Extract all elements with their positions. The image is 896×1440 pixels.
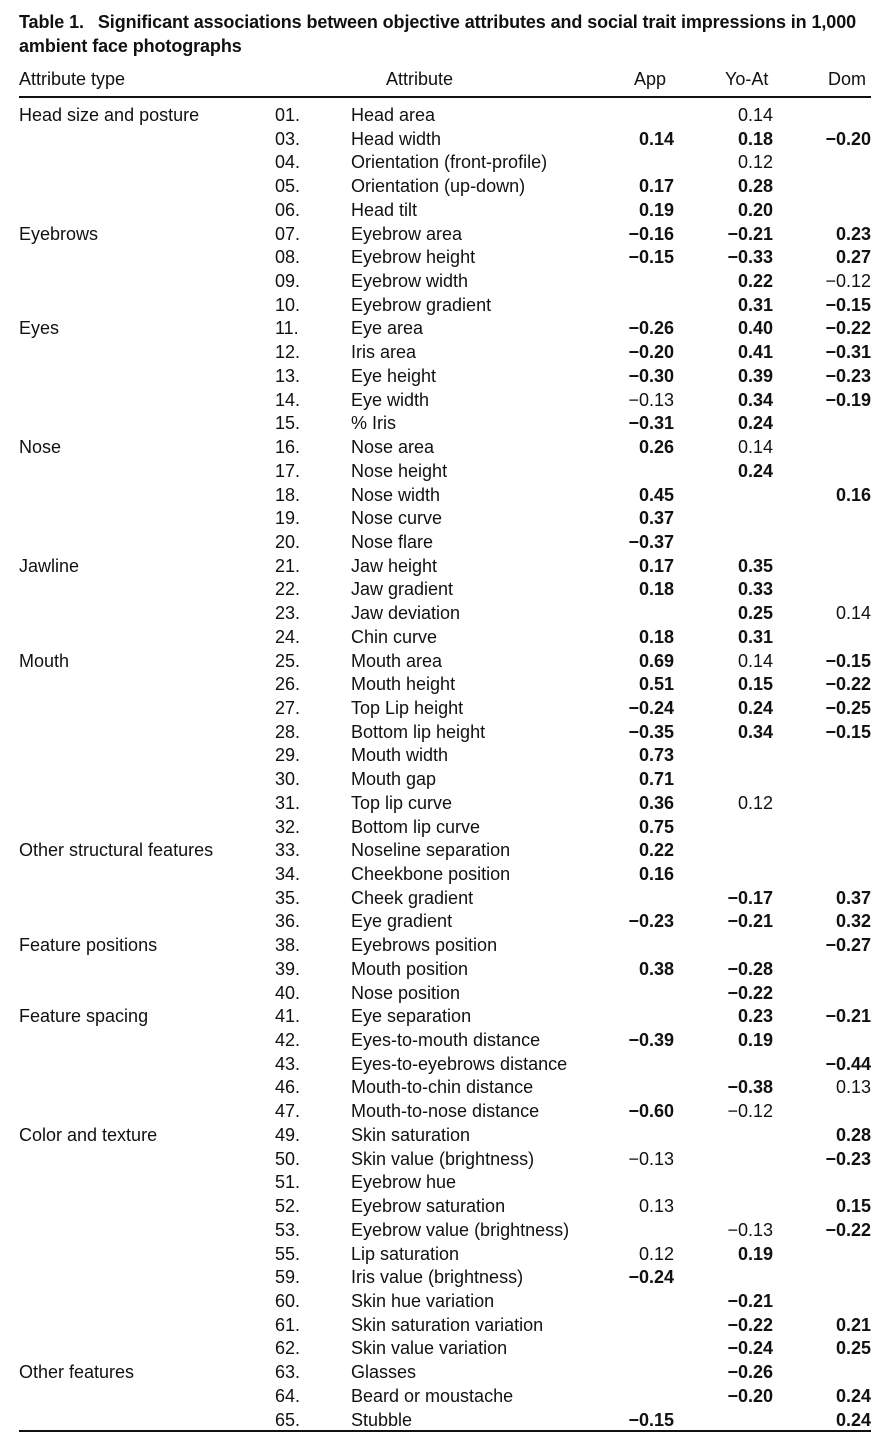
- attribute-type-cell: Mouth: [19, 650, 70, 671]
- attribute-name-cell: Cheekbone position: [351, 864, 511, 884]
- yo-at-value-cell: 0.28: [737, 176, 773, 197]
- attribute-name-cell: Nose flare: [351, 531, 434, 552]
- table-row: [19, 246, 871, 270]
- app-value-cell: 0.18: [638, 579, 674, 600]
- app-value-cell: 0.19: [638, 199, 674, 220]
- yo-at-value-cell: −0.38: [727, 1077, 773, 1098]
- attribute-name-cell: Skin hue variation: [351, 1290, 495, 1311]
- attribute-name-cell: Eyebrow saturation: [351, 1196, 506, 1217]
- app-value-cell: 0.38: [638, 958, 674, 979]
- attribute-name-cell: Lip saturation: [351, 1243, 460, 1264]
- attribute-name-cell: Nose curve: [351, 508, 443, 529]
- table-row: [19, 436, 871, 460]
- table-row: [19, 460, 871, 484]
- app-value-cell: 0.17: [638, 176, 674, 197]
- attribute-number-cell: 12.: [275, 342, 301, 363]
- attribute-name-cell: Beard or moustache: [351, 1385, 514, 1406]
- app-value-cell: 0.51: [638, 674, 674, 695]
- yo-at-value-cell: 0.12: [737, 152, 773, 173]
- table-row: [19, 602, 871, 626]
- app-value-cell: 0.16: [638, 864, 674, 884]
- app-value-cell: −0.37: [628, 531, 674, 552]
- attribute-name-cell: Stubble: [351, 1409, 413, 1430]
- attribute-name-cell: Top lip curve: [351, 792, 453, 813]
- table-row: [19, 1219, 871, 1243]
- dom-value-cell: 0.37: [835, 887, 871, 908]
- dom-value-cell: −0.44: [825, 1053, 871, 1074]
- attribute-name-cell: Eyebrow area: [351, 223, 463, 244]
- dom-value-cell: −0.27: [825, 935, 871, 956]
- app-value-cell: 0.26: [638, 437, 674, 458]
- table-row: [19, 1314, 871, 1338]
- table-row: [19, 816, 871, 840]
- yo-at-value-cell: −0.20: [727, 1385, 773, 1406]
- table-row: [19, 982, 871, 1006]
- attribute-number-cell: 26.: [275, 674, 301, 695]
- dom-value-cell: −0.21: [825, 1006, 871, 1027]
- attribute-number-cell: 05.: [275, 176, 301, 197]
- attribute-name-cell: Mouth area: [351, 650, 443, 671]
- attribute-number-cell: 34.: [275, 864, 301, 884]
- table-row: [19, 863, 871, 887]
- table-row: [19, 199, 871, 223]
- attribute-name-cell: Iris area: [351, 342, 417, 363]
- attribute-number-cell: 40.: [275, 982, 301, 1003]
- app-value-cell: 0.14: [638, 128, 674, 149]
- attribute-name-cell: Nose width: [351, 484, 441, 505]
- app-value-cell: 0.37: [638, 508, 674, 529]
- attribute-number-cell: 03.: [275, 128, 301, 149]
- table-row: [19, 555, 871, 579]
- dom-value-cell: −0.25: [825, 697, 871, 718]
- yo-at-value-cell: 0.18: [737, 128, 773, 149]
- attribute-name-cell: Skin value (brightness): [351, 1148, 535, 1169]
- attribute-name-cell: Eyebrow value (brightness): [351, 1219, 570, 1240]
- attribute-name-cell: Eyebrow gradient: [351, 294, 492, 315]
- table-row: [19, 768, 871, 792]
- attribute-number-cell: 53.: [275, 1219, 301, 1240]
- bottom-rule: [19, 1430, 871, 1432]
- dom-value-cell: −0.23: [825, 365, 871, 386]
- app-value-cell: −0.15: [628, 1409, 674, 1430]
- attribute-number-cell: 31.: [275, 792, 301, 813]
- attribute-name-cell: Chin curve: [351, 626, 438, 647]
- table-row: [19, 1100, 871, 1124]
- table-row: [19, 626, 871, 650]
- attribute-name-cell: Glasses: [351, 1362, 417, 1383]
- yo-at-value-cell: 0.22: [737, 271, 773, 292]
- attribute-number-cell: 65.: [275, 1409, 301, 1430]
- table-row: [19, 887, 871, 911]
- attribute-number-cell: 19.: [275, 508, 301, 529]
- table-row: [19, 1337, 871, 1361]
- app-value-cell: 0.22: [638, 840, 674, 861]
- attribute-type-cell: Eyebrows: [19, 223, 99, 244]
- yo-at-value-cell: 0.24: [737, 413, 773, 434]
- table-row: [19, 1029, 871, 1053]
- attribute-name-cell: Mouth width: [351, 745, 449, 766]
- dom-value-cell: 0.13: [835, 1077, 871, 1098]
- table-row: [19, 531, 871, 555]
- dom-value-cell: 0.27: [835, 247, 871, 268]
- attribute-number-cell: 49.: [275, 1124, 301, 1145]
- app-value-cell: 0.18: [638, 626, 674, 647]
- app-value-cell: −0.24: [628, 1267, 674, 1288]
- attribute-name-cell: Bottom lip height: [351, 721, 486, 742]
- attribute-name-cell: Eyes-to-mouth distance: [351, 1030, 541, 1051]
- attribute-number-cell: 47.: [275, 1101, 301, 1122]
- table-row: [19, 1148, 871, 1172]
- attribute-number-cell: 29.: [275, 745, 301, 766]
- attribute-number-cell: 01.: [275, 105, 301, 125]
- attribute-number-cell: 13.: [275, 365, 301, 386]
- attribute-type-cell: Other structural features: [19, 840, 214, 861]
- dom-value-cell: −0.22: [825, 674, 871, 695]
- attribute-number-cell: 38.: [275, 935, 301, 956]
- app-value-cell: 0.36: [638, 792, 674, 813]
- dom-value-cell: 0.16: [835, 484, 871, 505]
- attribute-number-cell: 10.: [275, 294, 301, 315]
- app-value-cell: −0.60: [628, 1101, 674, 1122]
- attribute-number-cell: 16.: [275, 437, 301, 458]
- attribute-number-cell: 18.: [275, 484, 301, 505]
- table-row: [19, 484, 871, 508]
- table-row: [19, 412, 871, 436]
- attribute-number-cell: 23.: [275, 603, 301, 624]
- attribute-name-cell: Mouth-to-nose distance: [351, 1101, 540, 1122]
- attribute-number-cell: 24.: [275, 626, 301, 647]
- table-row: [19, 128, 871, 152]
- table-row: [19, 578, 871, 602]
- attribute-number-cell: 33.: [275, 840, 301, 861]
- attribute-number-cell: 46.: [275, 1077, 301, 1098]
- attribute-number-cell: 63.: [275, 1362, 301, 1383]
- yo-at-value-cell: 0.25: [737, 603, 773, 624]
- table-title: Significant associations between objective attributes and social trait impressions in 1,000 ambient face photographs: [19, 12, 857, 56]
- app-value-cell: 0.73: [638, 745, 674, 766]
- attribute-number-cell: 60.: [275, 1290, 301, 1311]
- yo-at-value-cell: 0.41: [737, 342, 773, 363]
- attribute-name-cell: Eye area: [351, 318, 424, 339]
- app-value-cell: −0.15: [628, 247, 674, 268]
- app-value-cell: −0.30: [628, 365, 674, 386]
- table-row: [19, 341, 871, 365]
- attribute-type-cell: Color and texture: [19, 1124, 158, 1145]
- attribute-name-cell: Mouth-to-chin distance: [351, 1077, 534, 1098]
- table-row: [19, 1076, 871, 1100]
- table-row: [19, 223, 871, 247]
- app-value-cell: −0.23: [628, 911, 674, 932]
- table-row: [19, 1005, 871, 1029]
- yo-at-value-cell: 0.31: [737, 626, 773, 647]
- yo-at-value-cell: 0.33: [737, 579, 773, 600]
- table-row: [19, 1361, 871, 1385]
- app-value-cell: −0.13: [628, 389, 674, 410]
- yo-at-value-cell: −0.12: [727, 1101, 773, 1122]
- app-value-cell: −0.39: [628, 1030, 674, 1051]
- app-value-cell: −0.35: [628, 721, 674, 742]
- table-row: [19, 389, 871, 413]
- attribute-number-cell: 41.: [275, 1006, 301, 1027]
- attribute-name-cell: Eyebrows position: [351, 935, 498, 956]
- top-rule: [19, 96, 871, 98]
- app-value-cell: −0.26: [628, 318, 674, 339]
- attribute-number-cell: 42.: [275, 1030, 301, 1051]
- attribute-number-cell: 06.: [275, 199, 301, 220]
- attribute-number-cell: 20.: [275, 531, 301, 552]
- attribute-number-cell: 35.: [275, 887, 301, 908]
- attribute-name-cell: Mouth gap: [351, 769, 437, 790]
- yo-at-value-cell: −0.24: [727, 1338, 773, 1359]
- table-row: [19, 792, 871, 816]
- dom-value-cell: −0.22: [825, 1219, 871, 1240]
- app-value-cell: 0.45: [638, 484, 674, 505]
- yo-at-value-cell: −0.22: [727, 1314, 773, 1335]
- table-row: [19, 673, 871, 697]
- table-row: [19, 1266, 871, 1290]
- app-value-cell: 0.69: [638, 650, 674, 671]
- dom-value-cell: −0.15: [825, 294, 871, 315]
- attribute-number-cell: 61.: [275, 1314, 301, 1335]
- table-row: [19, 1195, 871, 1219]
- table-row: [19, 1124, 871, 1148]
- attribute-name-cell: Eyes-to-eyebrows distance: [351, 1053, 568, 1074]
- table-row: [19, 365, 871, 389]
- attribute-name-cell: Eyebrow width: [351, 271, 469, 292]
- dom-value-cell: −0.12: [825, 271, 871, 292]
- yo-at-value-cell: 0.15: [737, 674, 773, 695]
- attribute-name-cell: Iris value (brightness): [351, 1267, 524, 1288]
- app-value-cell: −0.20: [628, 342, 674, 363]
- attribute-name-cell: Eye height: [351, 365, 437, 386]
- table-row: [19, 958, 871, 982]
- attribute-number-cell: 14.: [275, 389, 301, 410]
- dom-value-cell: −0.20: [825, 128, 871, 149]
- yo-at-value-cell: 0.12: [737, 792, 773, 813]
- table-row: [19, 151, 871, 175]
- attribute-name-cell: Nose position: [351, 982, 461, 1003]
- attribute-number-cell: 51.: [275, 1172, 301, 1193]
- attribute-name-cell: Top Lip height: [351, 697, 464, 718]
- attribute-number-cell: 07.: [275, 223, 301, 244]
- table-number: Table 1.: [19, 12, 84, 32]
- dom-value-cell: 0.14: [835, 603, 871, 624]
- yo-at-value-cell: −0.26: [727, 1362, 773, 1383]
- yo-at-value-cell: 0.14: [737, 650, 773, 671]
- attribute-name-cell: Skin saturation variation: [351, 1314, 544, 1335]
- attribute-number-cell: 27.: [275, 697, 301, 718]
- table-row: [19, 744, 871, 768]
- yo-at-value-cell: 0.19: [737, 1030, 773, 1051]
- attribute-name-cell: % Iris: [351, 413, 396, 434]
- table-row: [19, 1409, 871, 1433]
- dom-value-cell: −0.15: [825, 721, 871, 742]
- attribute-name-cell: Jaw deviation: [351, 603, 461, 624]
- yo-at-value-cell: 0.35: [737, 555, 773, 576]
- dom-value-cell: −0.19: [825, 389, 871, 410]
- yo-at-value-cell: −0.28: [727, 958, 773, 979]
- attribute-name-cell: Jaw gradient: [351, 579, 454, 600]
- table-row: [19, 1243, 871, 1267]
- yo-at-value-cell: 0.39: [737, 365, 773, 386]
- header-attribute: Attribute: [386, 69, 454, 89]
- attribute-type-cell: Head size and posture: [19, 105, 200, 125]
- header-app: App: [634, 69, 667, 89]
- yo-at-value-cell: 0.40: [737, 318, 773, 339]
- yo-at-value-cell: 0.14: [737, 105, 773, 125]
- attribute-type-cell: Other features: [19, 1362, 135, 1383]
- attribute-name-cell: Nose height: [351, 460, 448, 481]
- attribute-name-cell: Eyebrow height: [351, 247, 476, 268]
- table-row: [19, 507, 871, 531]
- attribute-number-cell: 08.: [275, 247, 301, 268]
- dom-value-cell: 0.28: [835, 1124, 871, 1145]
- attribute-name-cell: Head tilt: [351, 199, 418, 220]
- attribute-name-cell: Head area: [351, 105, 436, 125]
- yo-at-value-cell: 0.34: [737, 389, 773, 410]
- dom-value-cell: 0.25: [835, 1338, 871, 1359]
- table-row: [19, 317, 871, 341]
- table-row: [19, 1290, 871, 1314]
- app-value-cell: 0.17: [638, 555, 674, 576]
- attribute-number-cell: 64.: [275, 1385, 301, 1406]
- dom-value-cell: −0.22: [825, 318, 871, 339]
- attribute-name-cell: Orientation (up-down): [351, 176, 526, 197]
- yo-at-value-cell: −0.21: [727, 911, 773, 932]
- header-yo-at: Yo-At: [725, 69, 769, 89]
- attribute-number-cell: 09.: [275, 271, 301, 292]
- attribute-name-cell: Skin saturation: [351, 1124, 471, 1145]
- dom-value-cell: 0.32: [835, 911, 871, 932]
- attribute-number-cell: 62.: [275, 1338, 301, 1359]
- dom-value-cell: 0.24: [835, 1409, 871, 1430]
- table-row: [19, 294, 871, 318]
- app-value-cell: −0.24: [628, 697, 674, 718]
- attribute-number-cell: 39.: [275, 958, 301, 979]
- yo-at-value-cell: 0.23: [737, 1006, 773, 1027]
- attribute-number-cell: 25.: [275, 650, 301, 671]
- yo-at-value-cell: 0.19: [737, 1243, 773, 1264]
- attribute-type-cell: Jawline: [19, 555, 80, 576]
- attribute-number-cell: 30.: [275, 769, 301, 790]
- app-value-cell: 0.12: [638, 1243, 674, 1264]
- dom-value-cell: −0.23: [825, 1148, 871, 1169]
- header-dom: Dom: [828, 69, 867, 89]
- yo-at-value-cell: 0.24: [737, 697, 773, 718]
- attribute-number-cell: 22.: [275, 579, 301, 600]
- attribute-type-cell: Nose: [19, 437, 62, 458]
- attribute-number-cell: 55.: [275, 1243, 301, 1264]
- attribute-number-cell: 11.: [275, 318, 299, 339]
- app-value-cell: −0.16: [628, 223, 674, 244]
- yo-at-value-cell: −0.21: [727, 223, 773, 244]
- attribute-name-cell: Cheek gradient: [351, 887, 474, 908]
- attribute-number-cell: 04.: [275, 152, 301, 173]
- attribute-number-cell: 36.: [275, 911, 301, 932]
- attribute-number-cell: 43.: [275, 1053, 301, 1074]
- attribute-name-cell: Jaw height: [351, 555, 438, 576]
- table-row: [19, 175, 871, 199]
- attribute-name-cell: Mouth position: [351, 958, 469, 979]
- yo-at-value-cell: −0.33: [727, 247, 773, 268]
- dom-value-cell: −0.31: [825, 342, 871, 363]
- attribute-number-cell: 59.: [275, 1267, 301, 1288]
- attribute-name-cell: Eye width: [351, 389, 430, 410]
- attribute-number-cell: 52.: [275, 1196, 301, 1217]
- dom-value-cell: −0.15: [825, 650, 871, 671]
- table-row: [19, 910, 871, 934]
- attribute-number-cell: 17.: [275, 460, 301, 481]
- yo-at-value-cell: 0.34: [737, 721, 773, 742]
- attribute-name-cell: Bottom lip curve: [351, 816, 481, 837]
- app-value-cell: 0.75: [638, 816, 674, 837]
- attribute-type-cell: Eyes: [19, 318, 60, 339]
- header-attribute-type: Attribute type: [19, 69, 126, 89]
- app-value-cell: −0.13: [628, 1148, 674, 1169]
- yo-at-value-cell: 0.14: [737, 437, 773, 458]
- table-row: [19, 697, 871, 721]
- yo-at-value-cell: −0.17: [727, 887, 773, 908]
- table-row: [19, 1053, 871, 1077]
- dom-value-cell: 0.21: [835, 1314, 871, 1335]
- app-value-cell: −0.31: [628, 413, 674, 434]
- table-row: [19, 934, 871, 958]
- attribute-number-cell: 21.: [275, 555, 301, 576]
- table-caption: [19, 10, 879, 58]
- table-row: [19, 721, 871, 745]
- yo-at-value-cell: −0.22: [727, 982, 773, 1003]
- table-row: [19, 650, 871, 674]
- attribute-name-cell: Head width: [351, 128, 442, 149]
- table-row: [19, 1385, 871, 1409]
- attribute-number-cell: 50.: [275, 1148, 301, 1169]
- table-row: [19, 104, 871, 128]
- yo-at-value-cell: −0.13: [727, 1219, 773, 1240]
- attribute-name-cell: Eye gradient: [351, 911, 453, 932]
- attribute-name-cell: Orientation (front-profile): [351, 152, 548, 173]
- table-body: [19, 104, 871, 1432]
- attribute-name-cell: Eyebrow hue: [351, 1172, 457, 1193]
- yo-at-value-cell: 0.24: [737, 460, 773, 481]
- yo-at-value-cell: 0.20: [737, 199, 773, 220]
- attribute-number-cell: 32.: [275, 816, 301, 837]
- attribute-type-cell: Feature spacing: [19, 1006, 149, 1027]
- table-row: [19, 1171, 871, 1195]
- attribute-name-cell: Noseline separation: [351, 840, 511, 861]
- app-value-cell: 0.71: [638, 769, 674, 790]
- attribute-number-cell: 15.: [275, 413, 301, 434]
- dom-value-cell: 0.23: [835, 223, 871, 244]
- attribute-name-cell: Eye separation: [351, 1006, 472, 1027]
- yo-at-value-cell: 0.31: [737, 294, 773, 315]
- dom-value-cell: 0.15: [835, 1196, 871, 1217]
- yo-at-value-cell: −0.21: [727, 1290, 773, 1311]
- table-row: [19, 839, 871, 863]
- table-row: [19, 270, 871, 294]
- dom-value-cell: 0.24: [835, 1385, 871, 1406]
- app-value-cell: 0.13: [638, 1196, 674, 1217]
- attribute-name-cell: Nose area: [351, 437, 435, 458]
- attribute-name-cell: Mouth height: [351, 674, 456, 695]
- attribute-type-cell: Feature positions: [19, 935, 158, 956]
- attribute-name-cell: Skin value variation: [351, 1338, 508, 1359]
- attribute-number-cell: 28.: [275, 721, 301, 742]
